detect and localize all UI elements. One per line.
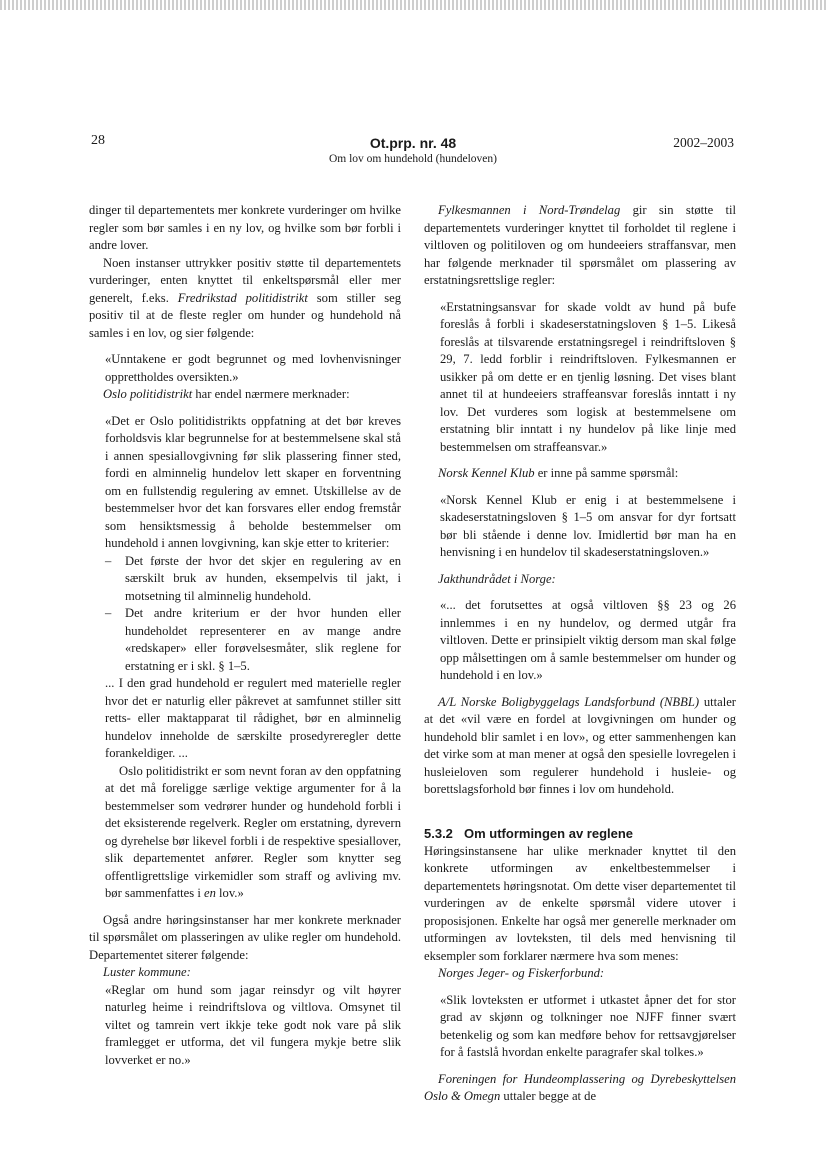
block-quote: «Norsk Kennel Klub er enig i at bestemmelsene i skadeserstatningsloven § 1–5 om ansvar for dyr fortsatt bør bli stående i denne lov. Imidlertid bør man ha en henvisning i en hundelov til skadeserstatningsloven.» <box>440 492 736 559</box>
block-quote: «Reglar om hund som jagar reinsdyr og vilt høyrer naturleg heime i reindriftslova og viltlova. Omsynet til viltet og tamrein vert ikkje teke godt nok vare på slik framlegget er utforma, det vil fungera mykje betre slik lovverket er no.» <box>105 982 401 1067</box>
paragraph: Også andre høringsinstanser har mer konkrete merknader til spørsmålet om plasseringen av ulike regler om hundehold. Departementet siterer følgende: <box>89 912 401 962</box>
organization-name: Oslo politidistrikt <box>103 387 193 401</box>
paragraph: dinger til departementets mer konkrete vurderinger om hvilke regler som bør samles i en ny lov, og hvilke som bør forbli i andre lover. <box>89 203 401 252</box>
organization-name: Jakthundrådet i Norge: <box>438 571 556 586</box>
document-title: Ot.prp. nr. 48 <box>369 135 457 151</box>
block-quote: «... det forutsettes at også viltloven §§ 23 og 26 innlemmes i en ny hundelov, og dermed utgår fra viltloven. Dette er prinsipielt viktig dersom man skal følge opp målsettingen om å samle bestemmelser om hunder og hundehold i en lov.» <box>440 598 736 682</box>
paragraph <box>424 965 736 983</box>
list-item: – Det andre kriterium er der hvor hunden eller hundeholdet representerer en av mange andre «redskaper» eller forøvelsesmåter, slik reglene for erstatning er i skl. § 1–5. <box>105 605 401 675</box>
section-heading <box>424 825 736 843</box>
right-column <box>424 202 736 1106</box>
paragraph: Oslo politidistrikt har endel nærmere merknader: <box>103 387 350 401</box>
section-number: 5.3.2 <box>424 825 453 841</box>
organization-name: Fredrikstad politidistrikt <box>177 290 308 305</box>
paragraph: Norsk Kennel Klub er inne på samme spørsmål: <box>438 466 679 480</box>
page-number: 28 <box>91 133 105 148</box>
paragraph <box>424 571 736 589</box>
block-quote: «Det er Oslo politidistrikts oppfatning at det bør kreves forholdsvis klar begrunnelse for at bestemmelsene skal stå i annen spesiallovgivning før slik plassering finner sted, fordi en alminnelig hundelov lett skaper en forventning om en fullstendig regulering av emnet. Utskillelse av de bestemmelser hvor det kan forsvares eller endog fremstår som hensiktsmessig å beholde bestemmelser om hundehold i annen lovgivning, kan skje etter to kriterier: <box>105 413 401 550</box>
organization-name: Norsk Kennel Klub <box>438 466 535 480</box>
paragraph: Fylkesmannen i Nord-Trøndelag gir sin støtte til departementets vurderinger knyttet til forholdet til reglene i viltloven og politiloven og om hundeeiers straffansvar, men har følgende merknader til spørsmålet om plassering av erstatningsrettslige regler: <box>424 203 737 287</box>
block-quote: Oslo politidistrikt er som nevnt foran av den oppfatning at det må foreligge særlige vektige argumenter for å la bestemmelser som vedrører hunder og hundehold forbli i det eksisterende regelverk. Regler om erstatning, dyrevern og dyrehelse bør likevel forbli i de respektive spesiallover, slik departementet anfører. Regler som knytter seg offentligrettslige virkemidler som straff og avliving mv. bør sammenfattes i en lov.» <box>105 763 401 900</box>
organization-name: Norges Jeger- og Fiskerforbund: <box>438 966 605 980</box>
organization-name: Luster kommune: <box>103 965 191 979</box>
organization-name: Fylkesmannen i Nord-Trøndelag <box>438 203 621 217</box>
paragraph <box>89 964 401 982</box>
paragraph: Noen instanser uttrykker positiv støtte til departementets vurderinger, enten knyttet til enkeltspørsmål eller mer generelt, f.eks. Fredrikstad politidistrikt som stiller seg positiv til at de fleste regler om hunder og hundehold nå samles i en lov, og sier følgende: <box>89 255 402 340</box>
document-subtitle: Om lov om hundehold (hundeloven) <box>328 153 497 165</box>
block-quote: «Erstatningsansvar for skade voldt av hund på bufe foreslås å forbli i skadeserstatningsloven § 1–5. Likeså foreslås at tilsvarende erstatningsregel i reindriftsloven § 29, 7. ledd forblir i reindriftsloven. Fylkesmannen er usikker på om dette er en tjenlig løsning. Det vises blant annet til at hundeeiers straffeansvar foreslås inntatt i ny lov. Det vurderes som logisk at bestemmelsene om erstatning blir inntatt i ny hundelov på like linje med bestemmelsen om straffeansvar.» <box>440 299 736 454</box>
list-item: – Det første der hvor det skjer en regulering av en særskilt bruk av hunden, eksempelvis til jakt, i motsetning til alminnelig hundehold. <box>105 553 401 606</box>
paragraph: A/L Norske Boligbyggelags Landsforbund (NBBL) uttaler at det «vil være en fordel at lovgivningen om hunder og hundehold blir samlet i en lov», og etter sammenhengen kan det virke som at man mener at også den spesielle lovregelen i husleieloven som regulerer hundehold i husleie- og borettslagsforhold bør finnes i lov om hundehold. <box>424 694 736 796</box>
section-title: Om utformingen av reglene <box>464 825 634 841</box>
organization-name: Foreningen for Hundeomplassering og Dyrebeskyttelsen Oslo & Omegn <box>424 1071 736 1103</box>
paragraph: Foreningen for Hundeomplassering og Dyrebeskyttelsen Oslo & Omegn uttaler begge at de <box>424 1071 736 1103</box>
left-column <box>89 202 401 1069</box>
block-quote: «Unntakene er godt begrunnet og med lovhenvisninger opprettholdes oversikten.» <box>105 352 401 384</box>
paragraph: Høringsinstansene har ulike merknader knyttet til den konkrete utformingen av enkeltbestemmelser i departementets høringsnotat. Om dette viser departementet til vurderingen av de enkelte spørsmål videre utover i proposisjonen. Enkelte har også mer generelle merknader om utformingen av lovteksten, til dels med henvisning til eksempler som forklarer nærmere hva som menes: <box>424 843 736 963</box>
session-years: 2002–2003 <box>673 135 734 150</box>
block-quote: ... I den grad hundehold er regulert med materielle regler hvor det er naturlig eller påkrevet at samfunnet stiller sitt retts- eller maktapparat til rådighet, bør en alminnelig hundelov inneholde de særskilte prosedyreregler dette forankeldiger. ... <box>105 676 401 760</box>
bullet-list <box>105 553 401 676</box>
organization-name: A/L Norske Boligbyggelags Landsforbund (NBBL) <box>438 694 700 709</box>
scan-edge <box>0 0 826 10</box>
block-quote: «Slik lovteksten er utformet i utkastet åpner det for stor grad av skjønn og tolkninger noe NJFF finner svært betenkelig og som kan medføre behov for rettsavgjørelser for å fastslå hvordan enkelte paragrafer skal tolkes.» <box>440 992 736 1059</box>
